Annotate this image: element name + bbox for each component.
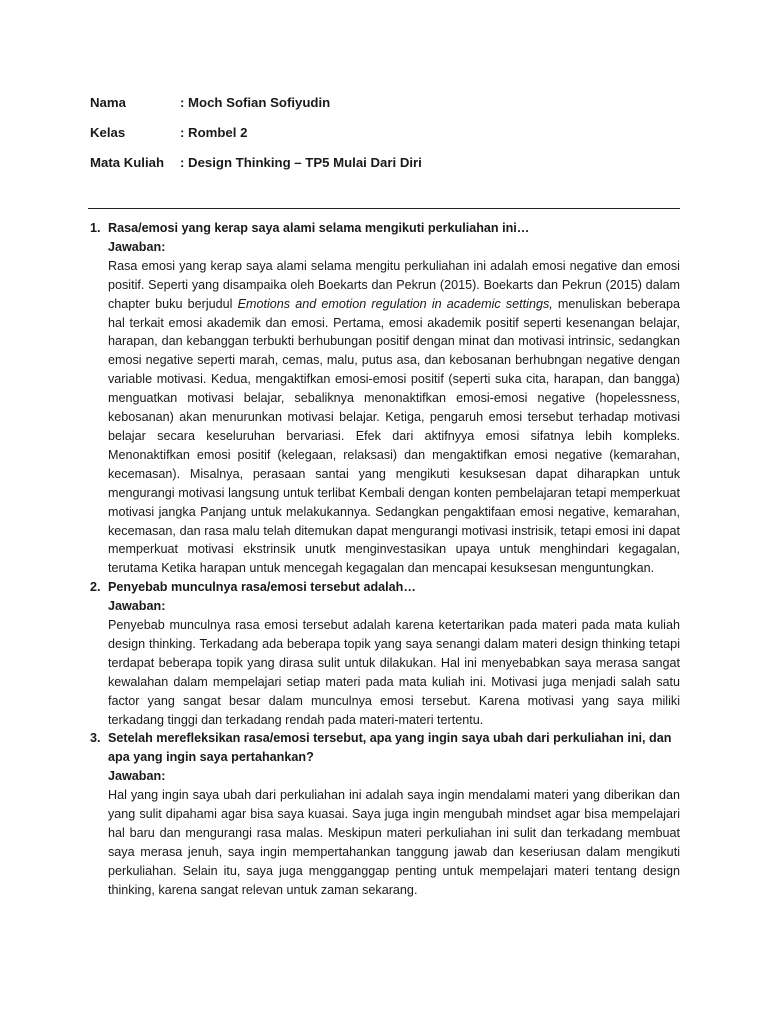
question-text: Setelah merefleksikan rasa/emosi tersebut, apa yang ingin saya ubah dari perkuliahan ini, dan apa yang ingin saya pertahankan?: [108, 731, 672, 765]
answer-label: Jawaban:: [108, 239, 166, 254]
question-body: [108, 578, 680, 729]
question-number: 1.: [90, 221, 101, 235]
question-item-2: [90, 578, 680, 729]
info-value: : Design Thinking – TP5 Mulai Dari Diri: [180, 155, 422, 170]
question-body: [108, 729, 680, 899]
answer-label: Jawaban:: [108, 769, 166, 784]
answer-text: Penyebab munculnya rasa emosi tersebut adalah karena ketertarikan pada materi pada mata kuliah design thinking. Terkadang ada beberapa topik yang saya senangi dalam materi design thinking tetapi terdapat beberapa topik yang dirasa sulit untuk dilakukan. Hal ini menyebabkan saya merasa sangat kewalahan dalam mempelajari setiap materi pada mata kuliah ini. Motivasi juga menjadi salah satu factor yang sangat besar dalam munculnya emosi tersebut. Karena motivasi yang saya miliki terkadang tinggi dan terkadang rendah pada materi-materi tertentu.: [108, 618, 680, 727]
question-body: [108, 219, 680, 578]
book-title-italic: Emotions and emotion regulation in academic settings,: [237, 296, 553, 311]
answer-text: [108, 257, 680, 578]
info-label: Nama: [90, 95, 126, 110]
info-row-kelas: [90, 122, 680, 152]
info-row-nama: [90, 92, 680, 122]
question-item-1: [90, 219, 680, 578]
info-label: Kelas: [90, 125, 126, 140]
answer-text-part: menuliskan beberapa hal terkait emosi akademik dan emosi. Pertama, emosi akademik positif seperti kesenangan belajar, harapan, dan kebanggan terbukti berhubungan positif dengan minat dan motivasi intrinsic, sedangkan emosi negative seperti marah, cemas, malu, putus asa, dan kebosanan berhubngan negative dengan variable motivasi. Kedua, mengaktifkan emosi-emosi positif (seperti suka cita, harapan, dan bangga) menguatkan motivasi belajar, sebaliknya menonaktifkan emosi-emosi negative (hopelessness, kebosanan) akan menurunkan motivasi belajar. Ketiga, pengaruh emosi tersebut terhadap motivasi belajar secara keseluruhan bervariasi. Efek dari aktifnyya emosi sifatnya lebih kompleks. Menonaktifkan emosi positif (kelegaan, relaksasi) dan mengaktifkan emosi negative (kemarahan, kecemasan). Misalnya, perasaan santai yang mengikuti kesuksesan dapat diharapkan untuk mengurangi motivasi langsung untuk terlibat Kembali dengan konten pembelajaran tetapi memperkuat motivasi jangka Panjang untuk melakukannya. Sedangkan pengaktifaan emosi negative, kemarahan, kecemasan, dan rasa malu telah ditemukan dapat mengurangi motivasi instrisik, tetapi emosi ini dapat memperkuat motivasi ekstrinsik unutk menginvestasikan upaya untuk menghindari kegagalan, terutama Ketika harapan untuk mencegah kegagalan dan mencapai kesuksesan menguntungkan.: [108, 296, 680, 576]
question-item-3: [90, 729, 680, 899]
info-label: Mata Kuliah: [90, 155, 165, 170]
info-value: : Rombel 2: [180, 125, 248, 140]
answer-text: Hal yang ingin saya ubah dari perkuliahan ini adalah saya ingin mendalami materi yang diberikan dan yang sulit dipahami agar bisa saya kuasai. Saya juga ingin mengubah mindset agar bisa mempelajari hal baru dan mengurangi rasa malas. Meskipun materi perkuliahan ini sulit dan terkadang membuat saya merasa jenuh, saya ingin mempertahankan tanggung jawab dan keseriusan dalam mengikuti perkuliahan. Selain itu, saya juga mengganggap penting untuk mempelajari materi tentang design thinking, karena sangat relevan untuk zaman sekarang.: [108, 788, 680, 897]
info-value: : Moch Sofian Sofiyudin: [180, 95, 331, 110]
answer-label: Jawaban:: [108, 599, 166, 614]
question-number: 3.: [90, 731, 101, 746]
question-text: Rasa/emosi yang kerap saya alami selama mengikuti perkuliahan ini…: [108, 221, 530, 235]
question-list: [90, 219, 680, 900]
info-row-mata-kuliah: [90, 152, 680, 182]
question-text: Penyebab munculnya rasa/emosi tersebut adalah…: [108, 580, 416, 595]
answer-text-part: Rasa emosi yang kerap saya alami selama mengitu perkuliahan ini adalah emosi negative dan emosi positif. Seperti yang disampaika oleh Boekarts dan Pekrun (2015). Boekarts dan Pekrun (2015) dalam chapter buku berjudul: [108, 258, 680, 311]
horizontal-divider: [88, 208, 680, 209]
student-info-header: [90, 92, 680, 182]
question-number: 2.: [90, 580, 101, 595]
